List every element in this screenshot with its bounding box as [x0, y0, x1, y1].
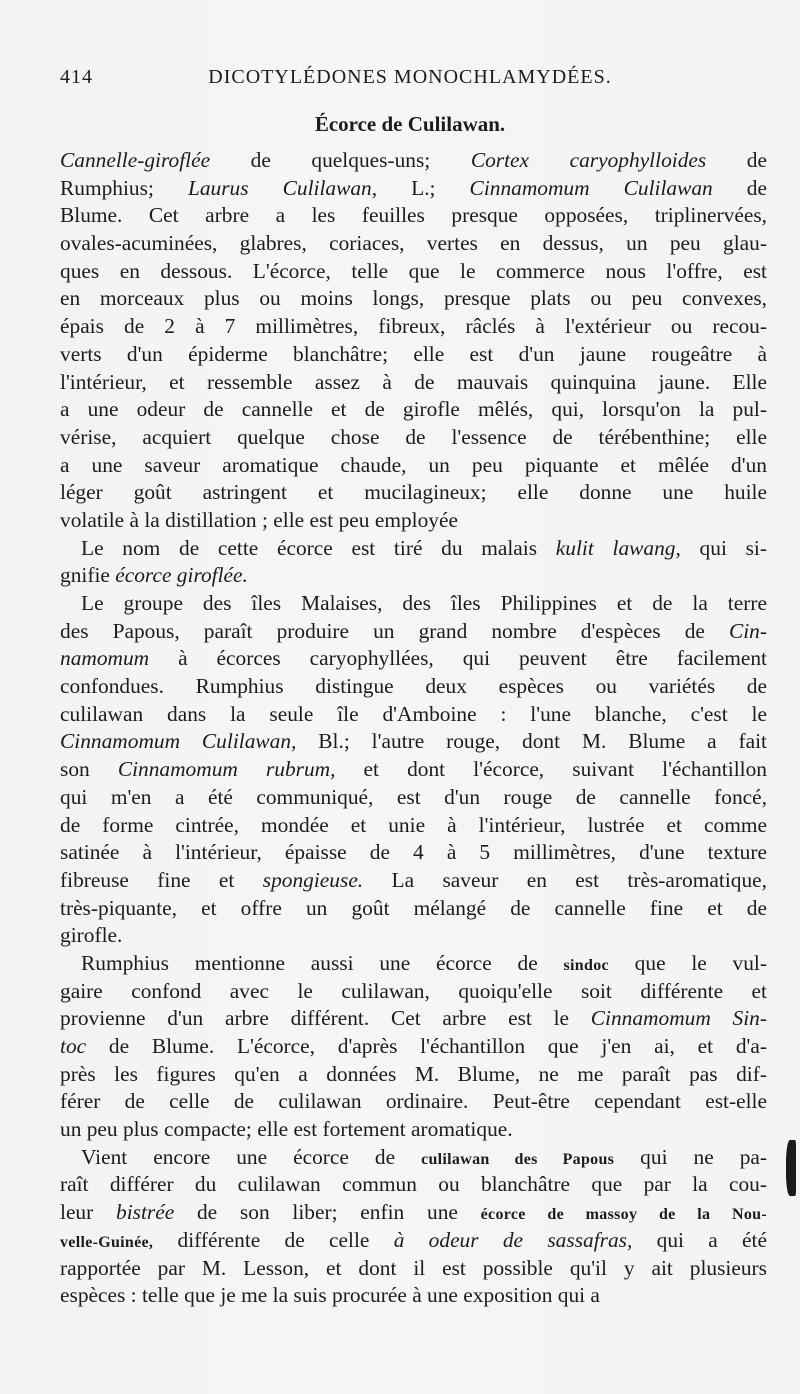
- text-line: [60, 230, 767, 258]
- italic-term: Cinnamomum Culilawan,: [60, 729, 297, 754]
- text-line: [60, 369, 767, 397]
- text-run: Rumphius mentionne aussi une écorce de: [81, 950, 564, 975]
- text-run: léger goût astringent et mucilagineux; elle donne une huile: [60, 480, 767, 505]
- text-run: ovales-acuminées, glabres, coriaces, vertes en dessus, un peu glau-: [60, 231, 767, 256]
- text-line: [60, 1171, 767, 1199]
- text-line: [60, 147, 767, 175]
- text-run: de: [706, 148, 767, 172]
- text-run: en morceaux plus ou moins longs, presque plats ou peu convexes,: [60, 286, 767, 311]
- italic-term: spongieuse.: [262, 867, 364, 892]
- text-line: [60, 1144, 767, 1172]
- text-run: l'intérieur, et ressemble assez à de mauvais quinquina jaune. Elle: [60, 369, 767, 394]
- text-line: [60, 867, 767, 895]
- text-run: verts d'un épiderme blanchâtre; elle est d'un jaune rougeâtre à: [60, 341, 767, 366]
- text-line: [60, 590, 767, 618]
- text-line: [60, 341, 767, 369]
- text-run: a une saveur aromatique chaude, un peu piquante et mêlée d'un: [60, 452, 767, 477]
- text-run: espèces : telle que je me la suis procurée à une exposition qui a: [60, 1283, 600, 1308]
- text-run: volatile à la distillation ; elle est peu employée: [60, 507, 458, 532]
- text-run: rapportée par M. Lesson, et dont il est possible qu'il y ait plusieurs: [60, 1255, 767, 1280]
- text-run: La saveur en est très-aromatique,: [363, 867, 767, 892]
- text-run: Le nom de cette écorce est tiré du malais: [81, 535, 556, 560]
- text-run: très-piquante, et offre un goût mélangé de cannelle fine et de: [60, 895, 767, 920]
- text-line: [60, 1116, 767, 1144]
- text-line: [60, 784, 767, 812]
- text-run: L.;: [377, 175, 470, 200]
- italic-term: Laurus Culilawan,: [187, 175, 378, 200]
- text-line: [60, 673, 767, 701]
- text-line: [60, 1199, 767, 1227]
- text-line: [60, 978, 767, 1006]
- text-run: qui si-: [680, 535, 767, 560]
- text-line: [60, 1282, 767, 1310]
- text-line: [60, 728, 767, 756]
- text-line: [60, 950, 767, 978]
- text-run: satinée à l'intérieur, épaisse de 4 à 5 millimètres, d'une texture: [60, 840, 767, 865]
- text-run: vérise, acquiert quelque chose de l'essence de térébenthine; elle: [60, 424, 767, 449]
- bold-term: velle-Guinée,: [60, 1233, 154, 1251]
- text-run: des Papous, paraît produire un grand nombre d'espèces de: [60, 618, 729, 643]
- text-run: Rumphius;: [60, 175, 188, 200]
- text-line: [60, 1033, 767, 1061]
- text-line: [60, 1227, 767, 1255]
- text-run: Blume. Cet arbre a les feuilles presque opposées, triplinervées,: [60, 203, 767, 228]
- italic-term: Cinnamomum Sin-: [590, 1006, 767, 1031]
- text-run: près les figures qu'en a données M. Blume, ne me paraît pas dif-: [60, 1061, 767, 1086]
- text-run: différente de celle: [153, 1227, 394, 1252]
- text-run: de: [712, 175, 767, 200]
- italic-term: Cinnamomum rubrum,: [117, 757, 336, 782]
- italic-term: toc: [60, 1034, 87, 1058]
- bold-term: culilawan des Papous: [421, 1150, 615, 1168]
- text-run: son: [60, 757, 118, 782]
- bold-term: sindoc: [563, 956, 609, 974]
- text-line: [60, 1005, 767, 1033]
- text-run: provienne d'un arbre différent. Cet arbre est le: [60, 1006, 591, 1031]
- text-run: qui m'en a été communiqué, est d'un rouge de cannelle foncé,: [60, 784, 767, 809]
- text-run: de Blume. L'écorce, d'après l'échantillon que j'en ai, et d'a-: [86, 1034, 767, 1058]
- italic-term: à odeur de sassafras,: [393, 1227, 633, 1252]
- text-line: [60, 424, 767, 452]
- text-line: [60, 258, 767, 286]
- italic-term: kulit lawang,: [555, 535, 681, 560]
- italic-term: namomum: [60, 646, 150, 671]
- text-line: [60, 922, 767, 950]
- text-run: un peu plus compacte; elle est fortement aromatique.: [60, 1117, 513, 1142]
- text-run: de quelques-uns;: [210, 148, 471, 172]
- italic-term: Cinnamomum Culilawan: [469, 175, 713, 200]
- text-run: à écorces caryophyllées, qui peuvent être facilement: [149, 646, 767, 671]
- italic-term: Cortex caryophylloides: [470, 148, 707, 172]
- text-run: férer de celle de culilawan ordinaire. Peut-être cependant est-elle: [60, 1089, 767, 1114]
- text-line: [60, 645, 767, 673]
- text-line: [60, 202, 767, 230]
- page-number: 414: [60, 66, 93, 88]
- section-title: Écorce de Culilawan.: [314, 112, 506, 136]
- text-line: [60, 535, 767, 563]
- running-header: [60, 66, 760, 96]
- text-run: de son liber; enfin une: [174, 1200, 481, 1225]
- text-run: leur: [60, 1200, 117, 1225]
- text-run: gnifie: [60, 563, 116, 588]
- text-run: Vient encore une écorce de: [81, 1144, 422, 1169]
- text-run: ques en dessous. L'écorce, telle que le commerce nous l'offre, est: [60, 258, 767, 283]
- text-run: qui ne pa-: [614, 1144, 767, 1169]
- margin-ink-smudge: [786, 1140, 796, 1196]
- text-run: fibreuse fine et: [60, 867, 263, 892]
- text-line: [60, 562, 767, 590]
- text-line: [60, 839, 767, 867]
- text-line: [60, 313, 767, 341]
- text-line: [60, 396, 767, 424]
- italic-term: Cin-: [728, 618, 767, 643]
- text-line: [60, 701, 767, 729]
- text-run: et dont l'écorce, suivant l'échantillon: [335, 757, 767, 782]
- text-run: raît différer du culilawan commun ou blanchâtre que par la cou-: [60, 1172, 767, 1197]
- text-run: Bl.; l'autre rouge, dont M. Blume a fait: [296, 729, 767, 754]
- text-line: [60, 1088, 767, 1116]
- text-run: a une odeur de cannelle et de girofle mêlés, qui, lorsqu'on la pul-: [60, 397, 767, 422]
- running-title: DICOTYLÉDONES MONOCHLAMYDÉES.: [208, 66, 612, 88]
- text-run: de forme cintrée, mondée et unie à l'intérieur, lustrée et comme: [60, 812, 767, 837]
- italic-term: écorce giroflée.: [115, 563, 248, 588]
- text-line: [60, 1255, 767, 1283]
- text-run: confondues. Rumphius distingue deux espèces ou variétés de: [60, 674, 767, 699]
- text-run: gaire confond avec le culilawan, quoiqu'elle soit différente et: [60, 978, 767, 1003]
- text-line: [60, 1061, 767, 1089]
- text-run: qui a été: [632, 1227, 767, 1252]
- text-line: [60, 756, 767, 784]
- body-text: [60, 147, 767, 1310]
- bold-term: écorce de massoy de la Nou-: [480, 1206, 767, 1224]
- text-line: [60, 618, 767, 646]
- text-run: épais de 2 à 7 millimètres, fibreux, râclés à l'extérieur ou recou-: [60, 314, 767, 339]
- text-run: que le vul-: [608, 950, 767, 975]
- text-line: [60, 285, 767, 313]
- italic-term: bistrée: [116, 1200, 175, 1225]
- italic-term: Cannelle-giroflée: [60, 148, 211, 172]
- text-line: [60, 479, 767, 507]
- text-line: [60, 175, 767, 203]
- text-run: girofle.: [60, 923, 123, 948]
- text-line: [60, 507, 767, 535]
- text-run: Le groupe des îles Malaises, des îles Philippines et de la terre: [81, 591, 767, 615]
- text-line: [60, 895, 767, 923]
- text-line: [60, 812, 767, 840]
- text-line: [60, 452, 767, 480]
- text-run: culilawan dans la seule île d'Amboine : l'une blanche, c'est le: [60, 701, 767, 726]
